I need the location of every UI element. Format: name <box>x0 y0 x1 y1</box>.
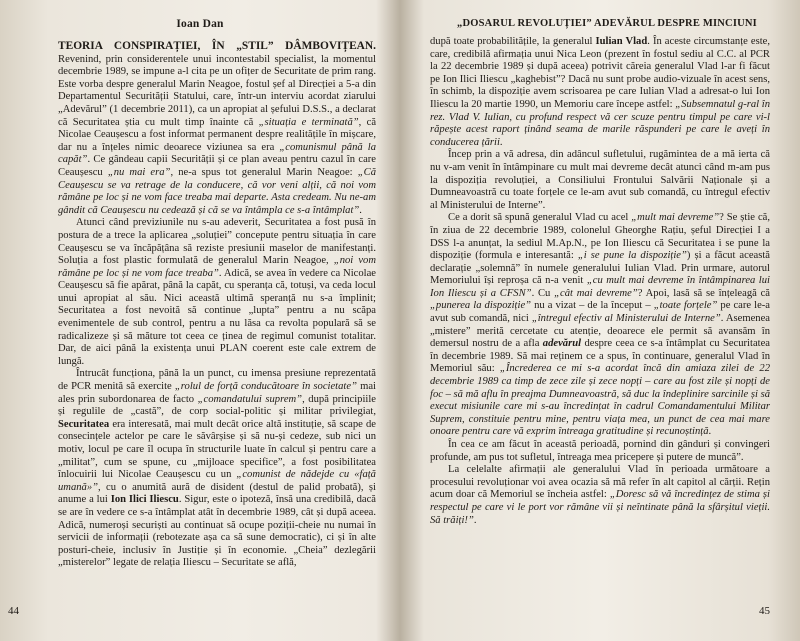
paragraph <box>58 368 376 570</box>
text-run: . <box>359 204 362 216</box>
paragraph <box>430 464 770 527</box>
text-run: La celelalte afirmații ale generalului Vlad în perioada următoare a procesului revoluționar voi avea ocazia să mă refer în alt capitol al cărții. Rețin acum doar că Memoriul se încheia astfel: <box>430 464 770 501</box>
quote: „cât mai devreme” <box>554 287 638 299</box>
text-run: Ce a dorit să spună generalul Vlad cu acel <box>448 212 632 224</box>
text-run: Încep prin a vă adresa, din adâncul sufletului, rugămintea de a mă ierta că nu v-am venit în întâmpinare cu mult mai devreme decât atunci când m-am pus la dispoziția revoluției, a Consiliului Frontului Salvării Naționale și a Dumneavoastră cu toate forțele ce le-am avut sub comandă, cu întregul efectiv al Ministerului de Interne”. <box>430 149 770 211</box>
page-number-left: 44 <box>8 605 19 617</box>
text-run: În cea ce am făcut în această perioadă, pornind din gânduri și convingeri profunde, am pus tot sufletul, întreaga mea pricepere și putere de muncă”. <box>430 439 770 463</box>
quote: „rolul de forță conducătoare în societate” <box>174 381 357 393</box>
text-run: după toate probabilitățile, la generalul <box>430 36 596 47</box>
text-run: . În aceste circumstanțe este, care, credibilă afirmația unui Nica Leon (prezent în fostul sediu al C.C. al PCR la 22 decembrie 1989 și după aceea) potrivit căreia generalul Vlad l-ar fi făcut pe Ion Ilici Iliescu „kaghebist”? Dacă nu sunt probe audio-vizuale în acest sens, în schimb, la dispoziție avem scrisoarea pe care Iulian Vlad a adresat-o lui Ion Iliescu la 20 martie 1990, un Memoriu care începe astfel: <box>430 36 770 110</box>
quote: „toate forțele” <box>653 300 718 312</box>
text-run: , cu o anumită aură de disident (destul de palid probată), și anume a lui <box>58 481 376 506</box>
text-run: ? Se știe că, în ziua de 22 decembrie 1989, colonelul Gheorghe Rațiu, șeful Direcției I a DSS l-a anunțat, la sediul M.Ap.N., pe Ion Iliescu că Securitatea i se pune la dispoziție (formula e interesantă: <box>430 212 770 262</box>
text-run: , ne-a spus tot generalul Marin Neagoe: <box>170 166 358 178</box>
text-run: . <box>499 136 503 148</box>
quote: „nu mai era” <box>107 166 171 178</box>
quote: „Că Ceaușescu se va retrage de la conducere, că vor veni alții, că noi vom rămâne pe loc și ne vom face treaba mai departe. Asta credeam. Nu ne-am gândit că Ceaușescu nu cedează și că se va întâmpla ce s-a întâmplat” <box>58 166 376 216</box>
quote: „comandatului suprem” <box>197 393 303 405</box>
paragraph <box>430 36 770 149</box>
text-run: pe care le-a avut sub comandă, nici <box>430 300 770 325</box>
paragraph <box>58 217 376 368</box>
text-run: ? Apoi, lasă să se înțeleagă că <box>637 287 771 299</box>
text-run: Atunci când previziunile nu s-au adeverit, Securitatea a fost pusă în postura de a trece la aplicarea „soluției” concepute pentru situația în care Ceaușescu se va încăpățâna să reziste presiunii maselor de manifestanți. Soluția a fost plastic formulată de generalul Marin Neagoe, <box>58 217 376 267</box>
text-run: . Sigur, este o ipoteză, însă una credibilă, dacă se are în vedere ce s-a întâmplat atât în decembrie 1989, cât și după aceea. Adică, numeroși securiști au continuat să ocupe poziții-cheie nu numai în servicii de informații (rebotezate așa ca să sune democratic), ci și în alte posturi-cheie, inclusiv în Justiție și în economie. „Cheia” dezlegării „misterelor” legate de relația Iliescu – Securitate se află, <box>58 494 376 569</box>
left-page-body <box>58 40 376 570</box>
text-run: . <box>708 426 712 438</box>
running-head-left: Ioan Dan <box>176 18 224 30</box>
right-page <box>400 0 800 641</box>
running-head-right: „DOSARUL REVOLUȚIEI” ADEVĂRUL DESPRE MINCIUNI <box>457 18 757 29</box>
text-run: . Adică, se avea în vedere ca Nicolae Ceaușescu să fie apărat, până la capăt, cu speranța că, totuși, va ceda locul unui apropiat al său. Nici această ultimă speranță nu s-a împlinit; Securitatea a fost nevoită să continue „lupta” pentru a nu scăpa evenimentele de sub control, pentru a nu lăsa ca revolta populară să se radicalizeze și să măture tot ceea ce ținea de regimul comunist totalitar. Dar, de aici până la existența unui PLAN coerent este cale extrem de lungă. <box>58 267 376 367</box>
quote: „cu mult mai devreme în întâmpinarea lui Ion Iliescu și a CFSN” <box>430 275 770 299</box>
text-run: era interesată, mai mult decât orice altă instituție, să scape de consecințele actelor pe care le săvârșise și să nu-și cedeze, sub nici un motiv, locul pe care îl ocupa în structurile luate în calcul și pentru care a „militat”, cum se spune, cu „mijloace specifice”, a fost posibilitatea înlocuirii lui Nicolae Ceaușescu cu un <box>58 418 376 481</box>
text-run: Revenind, prin considerentele unui incontestabil specialist, la momentul decembrie 1989, se impune a-l cita pe un ofițer de Securitate de prim rang. Este vorba despre generalul Marin Neagoe, fostul șef al Direcției a 5-a din Departamentul Securității Statului, care, într-un interviu acordat ziarului „Adevărul” (1 decembrie 2011), ca un apropiat al șefului D.S.S., a declarat că Securitatea știa cu mult timp înainte că <box>58 53 376 128</box>
quote: „comunismul până la capăt” <box>58 141 376 166</box>
text-run: despre ceea ce s-a întâmplat cu Securitatea în decembrie 1989. Să mai reținem ce a spus, în continuare, generalul Vlad în Memoriul său: <box>430 338 770 375</box>
section-title: TEORIA CONSPIRAȚIEI, ÎN „STIL” DÂMBOVIȚEAN. <box>58 40 376 52</box>
text-run: , că Nicolae Ceaușescu a fost informat permanent despre realitățile în mișcare, dar nu a înțeles nimic deoarece viziunea sa era <box>58 116 377 153</box>
quote: „întregul efectiv al Ministerului de Interne” <box>531 313 721 325</box>
text-run: . Cu <box>531 287 555 299</box>
text-run: , după principiile și regulile de „castă”, de corp social-politic și militar privilegiat, <box>58 393 377 418</box>
text-run: ) și a făcut această declarație „solemnă” în numele generalului Iulian Vlad. Prin urmare, autorul Memoriului își reproșa că n-a venit <box>430 250 771 287</box>
paragraph <box>430 439 770 464</box>
text-run: Întrucât funcționa, până la un punct, cu imensa presiune reprezentată de PCR menită să exercite <box>58 368 376 393</box>
quote: „Încrederea ce mi s-a acordat încă din amiaza zilei de 22 decembrie 1989 ca timp de zece zile și zece nopți – care au fost zile și nopți de foc – să mă aflu în preajma Dumneavoastră, să duc la îndeplinire sarcinile și să execut misiunile care mi s-au încredințat în cadrul Comandamentului Militar Suprem, constituie pentru mine, pentru viața mea, un punct de cea mai mare onoare pentru care vă exprim întreaga gratitudine și recunoștință <box>430 363 771 438</box>
bold-term: Ion Ilici Iliescu <box>110 494 179 506</box>
quote: „comunist de nădejde cu «față umană»” <box>58 469 376 493</box>
quote: „punerea la dispoziție” <box>430 300 532 312</box>
text-run: . <box>473 514 477 526</box>
paragraph <box>58 40 376 217</box>
bold-term: Iulian Vlad <box>595 36 648 47</box>
quote: „Subsemnatul g-ral în rez. Vlad V. Iulian, cu profund respect vă cer scuze pentru timpul pe care vi-l răpește acest raport ținând seama de marile răspunderi pe care le aveți în conducerea țării <box>430 98 770 148</box>
quote: „situația e terminată” <box>258 116 359 128</box>
bold-term: Securitatea <box>58 418 110 430</box>
quote: „Doresc să vă încredințez de stima și respectul pe care vi le port vor rămâne vii și neîntinate până la sfârșitul vieții. Să trăiți!” <box>430 489 771 526</box>
quote: „mult mai devreme” <box>631 212 720 224</box>
paragraph <box>430 149 770 212</box>
text-run: nu a vizat – de la început – <box>531 300 654 312</box>
text-run: . Asemenea „mistere” merită cercetate cu atenție, deoarece ele permit să avansăm în demersul nostru de a afla <box>430 313 770 350</box>
right-page-body <box>430 36 770 527</box>
bold-italic-term: adevărul <box>542 338 582 350</box>
paragraph <box>430 212 770 439</box>
quote: „i se pune la dispoziție” <box>577 250 687 262</box>
text-run: . Ce gândeau capii Securității și ce plan aveau pentru cazul în care Ceaușescu <box>58 154 376 178</box>
text-run: mai ales prin subordonarea de facto <box>58 381 376 405</box>
quote: „noi vom rămâne pe loc și ne vom face treaba” <box>58 255 376 279</box>
page-number-right: 45 <box>759 605 770 617</box>
